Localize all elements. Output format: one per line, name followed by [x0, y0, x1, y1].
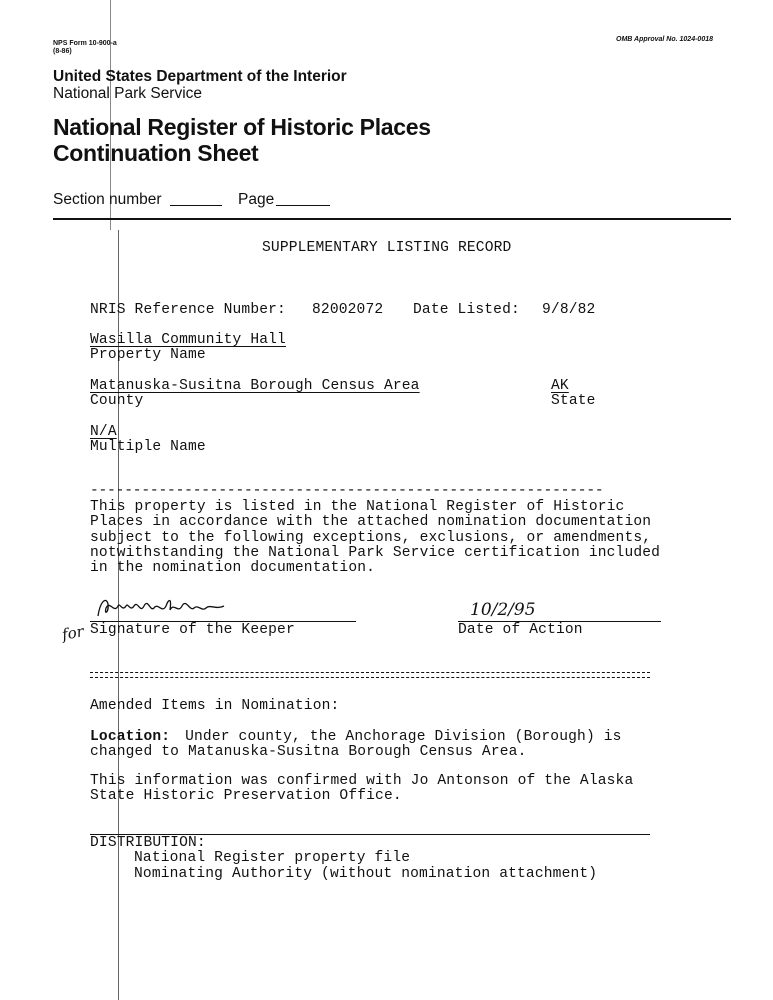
date-listed-label: Date Listed:: [413, 302, 520, 318]
section-number-label: Section number: [53, 191, 162, 208]
nris-value: 82002072: [312, 302, 384, 318]
dashed-separator: ------------------------------------------------------------: [90, 483, 604, 499]
distribution-item: Nominating Authority (without nomination attachment): [134, 866, 598, 882]
property-name-value: Wasilla Community Hall: [90, 332, 286, 348]
department-name: United States Department of the Interior: [53, 68, 347, 85]
location-label: Location:: [90, 729, 171, 745]
form-number: NPS Form 10-900-a (8-86): [53, 40, 117, 55]
confirmation-text: This information was confirmed with Jo Antonson of the Alaska State Historic Preservation Office.: [90, 773, 634, 805]
listing-statement: This property is listed in the National Register of Historic Places in accordance with the attached nomination documentation subject to the following exceptions, exclusions, or amendments, notwithstanding the National Park Service certification included in the nomination documentation.: [90, 499, 661, 577]
nris-label: NRIS Reference Number:: [90, 302, 286, 318]
date-of-action-label: Date of Action: [458, 622, 583, 638]
page-label: Page: [238, 191, 275, 208]
amendments-heading: Amended Items in Nomination:: [90, 698, 340, 714]
section-number-blank: [170, 205, 222, 206]
state-label: State: [551, 393, 596, 409]
date-listed-value: 9/8/82: [542, 302, 596, 318]
signature-text: Antoinette Lee: [92, 592, 98, 593]
page-title: National Register of Historic Places: [53, 114, 431, 140]
state-value: AK: [551, 378, 569, 394]
county-value: Matanuska-Susitna Borough Census Area: [90, 378, 420, 394]
page-number-blank: [276, 205, 330, 206]
service-name: National Park Service: [53, 85, 203, 102]
location-text-continued: changed to Matanuska-Susitna Borough Census Area.: [90, 744, 527, 760]
property-name-label: Property Name: [90, 347, 206, 363]
record-heading: SUPPLEMENTARY LISTING RECORD: [262, 240, 512, 256]
distribution-item: National Register property file: [134, 850, 411, 866]
multiple-name-value: N/A: [90, 424, 117, 440]
date-of-action-value: 10/2/95: [470, 600, 536, 620]
double-dashed-separator: [90, 672, 650, 678]
keeper-signature: [92, 592, 262, 622]
signature-label: Signature of the Keeper: [90, 622, 295, 638]
county-label: County: [90, 393, 144, 409]
multiple-name-label: Multiple Name: [90, 439, 206, 455]
distribution-heading: DISTRIBUTION:: [90, 835, 206, 851]
location-text: Under county, the Anchorage Division (Borough) is: [185, 729, 622, 745]
location-amendment: [90, 729, 622, 745]
page-subtitle: Continuation Sheet: [53, 140, 259, 166]
omb-approval: OMB Approval No. 1024-0018: [616, 36, 713, 43]
for-annotation: for: [60, 622, 86, 644]
header-divider: [53, 218, 731, 220]
